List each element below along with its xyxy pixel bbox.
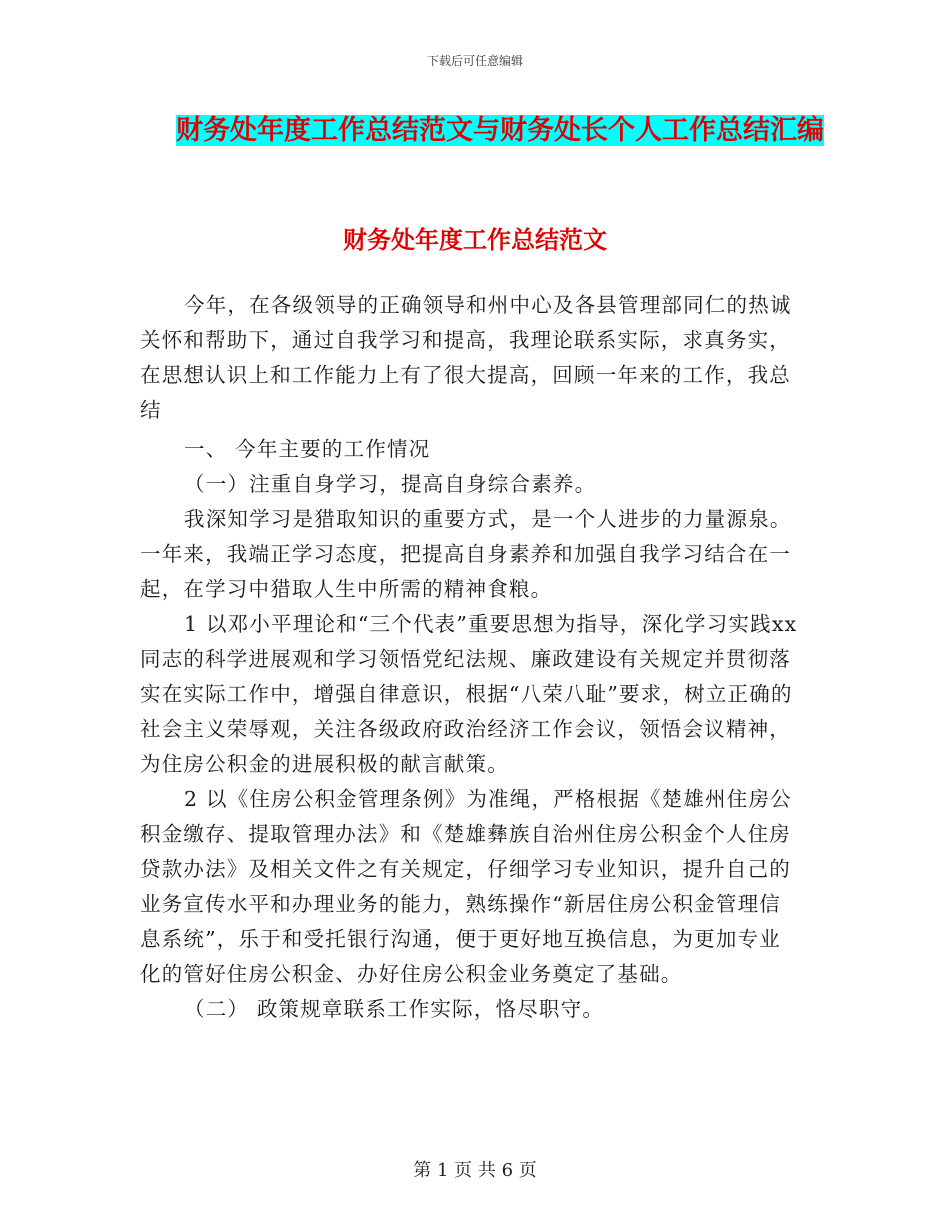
paragraph: 1 以邓小平理论和“三个代表”重要思想为指导，深化学习实践xx同志的科学进展观和学习领悟党纪法规、廉政建设有关规定并贯彻落实在实际工作中，增强自律意识，根据“八荣八耻”要求，树立正确的社会主义荣辱观，关注各级政府政治经济工作会议，领悟会议精神，为住房公积金的进展积极的献言献策。 [140, 612, 798, 776]
paragraph: 一、 今年主要的工作情况 [184, 437, 431, 461]
paragraph: （一）注重自身学习，提高自身综合素养。 [184, 472, 597, 496]
paragraph: 2 以《住房公积金管理条例》为准绳，严格根据《楚雄州住房公积金缴存、提取管理办法》和《楚雄彝族自治州住房公积金个人住房贷款办法》及相关文件之有关规定，仔细学习专业知识，提升自己的业务宣传水平和办理业务的能力，熟练操作“新居住房公积金管理信息系统”，乐于和受托银行沟通，便于更好地互换信息，为更加专业化的管好住房公积金、办好住房公积金业务奠定了基础。 [140, 787, 792, 986]
main-title [140, 108, 860, 154]
main-title-text: 财务处年度工作总结范文与财务处长个人工作总结汇编 [176, 115, 824, 146]
header-note: 下载后可任意编辑 [426, 54, 523, 68]
page-footer: 第 1 页 共 6 页 [413, 1160, 537, 1181]
body-text [140, 288, 800, 1027]
paragraph: （二） 政策规章联系工作实际，恪尽职守。 [184, 997, 605, 1021]
section-title: 财务处年度工作总结范文 [343, 225, 607, 254]
paragraph: 我深知学习是猎取知识的重要方式，是一个人进步的力量源泉。一年来，我端正学习态度，把提高自身素养和加强自我学习结合在一起，在学习中猎取人生中所需的精神食粮。 [140, 507, 792, 601]
paragraph: 今年，在各级领导的正确领导和州中心及各县管理部同仁的热诚关怀和帮助下，通过自我学习和提高，我理论联系实际，求真务实，在思想认识上和工作能力上有了很大提高，回顾一年来的工作，我总结 [140, 293, 792, 422]
